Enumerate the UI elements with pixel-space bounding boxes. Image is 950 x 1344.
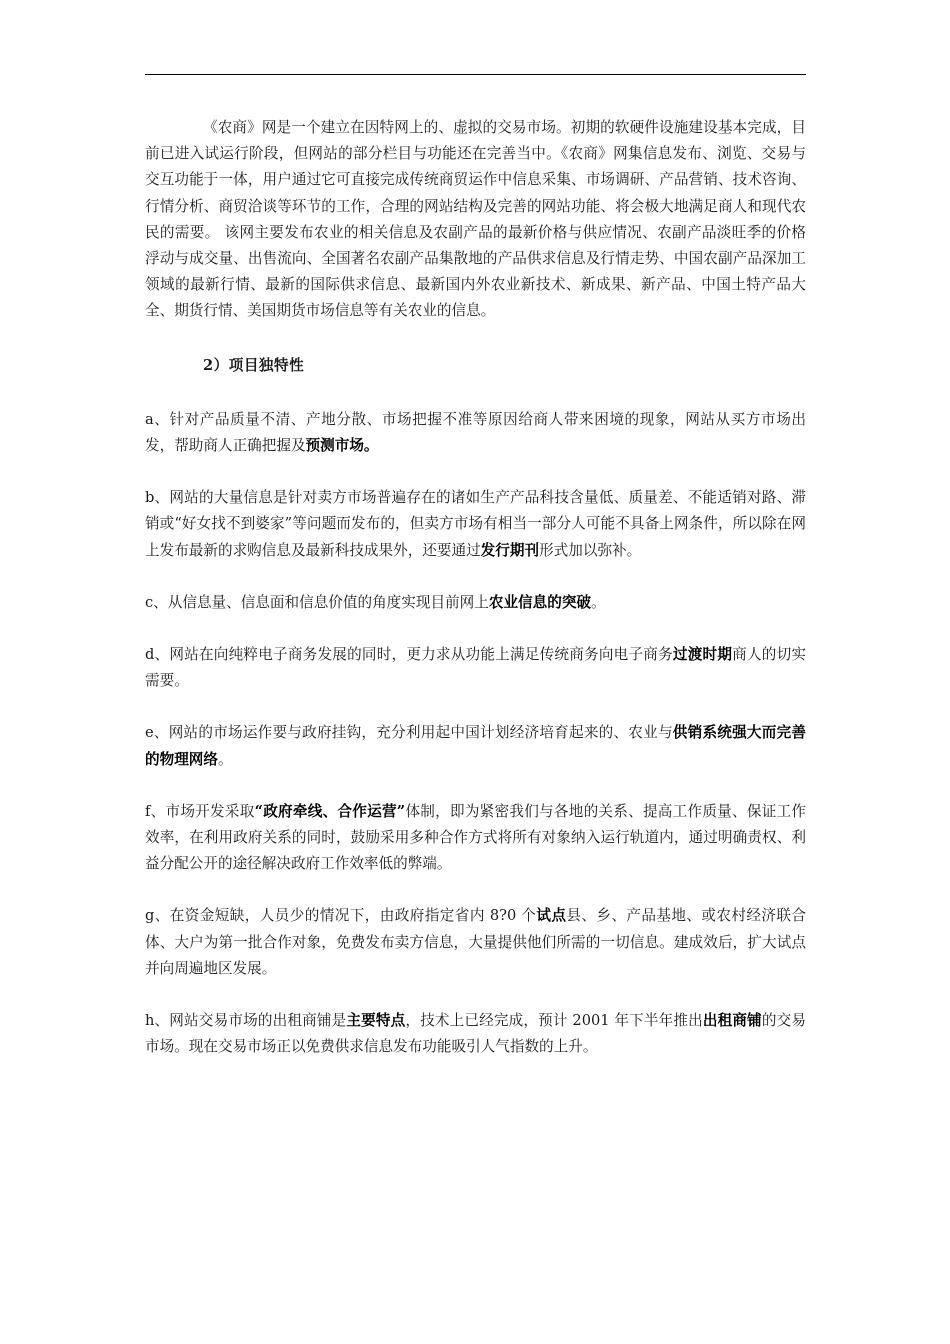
intro-paragraph: 《农商》网是一个建立在因特网上的、虚拟的交易市场。初期的软硬件设施建设基本完成，目前已进入试运行阶段，但网站的部分栏目与功能还在完善当中。《农商》网集信息发布、浏览、交易与交互功能于一体，用户通过它可直接完成传统商贸运作中信息采集、市场调研、产品营销、技术咨询、行情分析、商贸洽谈等环节的工作，合理的网站结构及完善的网站功能、将会极大地满足商人和现代农民的需要。 该网主要发布农业的相关信息及农副产品的最新价格与供应情况、农副产品淡旺季的价格浮动与成交量、出售流向、全国著名农副产品集散地的产品供求信息及行情走势、中国农副产品深加工领域的最新行情、最新的国际供求信息、最新国内外农业新技术、新成果、新产品、中国土特产品大全、期货行情、美国期货市场信息等有关农业的信息。 bbox=[145, 119, 806, 320]
item-e-text: e、网站的市场运作要与政府挂钩，充分利用起中国计划经济培育起来的、农业与 bbox=[145, 724, 673, 742]
item-h-bold: 主要特点 bbox=[346, 1012, 406, 1030]
item-d-text: d、网站在向纯粹电子商务发展的同时，更力求从功能上满足传统商务向电子商务 bbox=[145, 646, 673, 664]
item-h-mid: ，技术上已经完成，预计 2001 年下半年推出 bbox=[405, 1012, 703, 1030]
document-body bbox=[145, 115, 806, 1086]
list-item-f bbox=[145, 799, 806, 878]
item-f-bold: “政府牵线、合作运营” bbox=[254, 802, 406, 820]
item-h-bold2: 出租商铺 bbox=[702, 1012, 762, 1030]
item-c-bold: 农业信息的突破 bbox=[488, 593, 592, 611]
section-heading: 2）项目独特性 bbox=[203, 356, 305, 374]
item-e-tail: 。 bbox=[217, 750, 233, 768]
list-item-d bbox=[145, 642, 806, 694]
item-h-tail: 的交易市场。现在交易市场正以免费供求信息发布功能吸引人气指数的上升。 bbox=[145, 1012, 806, 1056]
header-rule bbox=[145, 74, 806, 75]
item-a-bold: 预测市场。 bbox=[305, 437, 379, 455]
item-b-text: b、网站的大量信息是针对卖方市场普遍存在的诸如生产产品科技含量低、质量差、不能适销对路、滞销或“好女找不到婆家”等问题而发布的，但卖方市场有相当一部分人可能不具备上网条件，所以除在网上发布最新的求购信息及最新科技成果外，还要通过 bbox=[145, 489, 806, 559]
item-d-bold: 过渡时期 bbox=[672, 646, 733, 664]
item-g-text: g、在资金短缺，人员少的情况下，由政府指定省内 8?0 个 bbox=[145, 907, 537, 925]
item-g-bold: 试点 bbox=[536, 907, 567, 925]
item-b-bold: 发行期刊 bbox=[480, 541, 540, 559]
item-c-text: c、从信息量、信息面和信息价值的角度实现目前网上 bbox=[145, 593, 489, 611]
list-item-e bbox=[145, 720, 806, 772]
item-f-text: f、市场开发采取 bbox=[145, 802, 255, 820]
list-item-h bbox=[145, 1008, 806, 1060]
item-a-text: a、针对产品质量不清、产地分散、市场把握不准等原因给商人带来困境的现象，网站从买方市场出发，帮助商人正确把握及 bbox=[145, 410, 806, 455]
item-c-tail: 。 bbox=[591, 593, 606, 611]
item-d-tail: 商人的切实需要。 bbox=[145, 646, 806, 690]
item-h-text: h、网站交易市场的出租商铺是 bbox=[145, 1012, 347, 1030]
list-item-a bbox=[145, 407, 806, 459]
item-g-tail: 县、乡、产品基地、或农村经济联合体、大户为第一批合作对象，免费发布卖方信息，大量提供他们所需的一切信息。建成效后，扩大试点并向周遍地区发展。 bbox=[145, 907, 806, 977]
list-item-c bbox=[145, 590, 806, 616]
list-item-b bbox=[145, 485, 806, 564]
item-e-bold: 供销系统强大而完善的物理网络 bbox=[145, 724, 806, 768]
item-b-tail: 形式加以弥补。 bbox=[539, 541, 642, 559]
item-f-tail: 体制，即为紧密我们与各地的关系、提高工作质量、保证工作效率，在利用政府关系的同时，鼓励采用多种合作方式将所有对象纳入运行轨道内，通过明确责权、利益分配公开的途径解决政府工作效率低的弊端。 bbox=[145, 802, 806, 873]
list-item-g bbox=[145, 903, 806, 982]
